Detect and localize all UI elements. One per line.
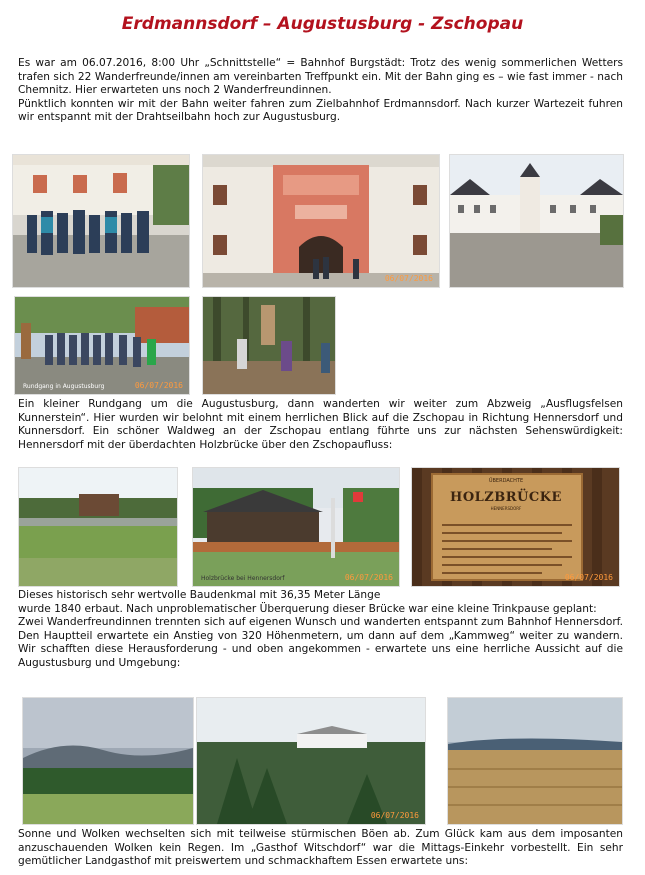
photo-landscape-view (22, 697, 194, 825)
photo-caption-bruecke: Holzbrücke bei Hennersdorf (201, 575, 285, 582)
rundgang-paragraph: Ein kleiner Rundgang um die Augustusburg, dann wanderten wir weiter zum Abzweig „Ausflugsfelsen Kunnerstein“. Hier wurden wir belohnt mit einem herrlichen Blick auf die Zschopau in Richtung Hennersdorf und Kunnersdorf. Ein schöner Waldweg an der Zschopau entlang führte uns zur nächsten Sehenswürdigkeit: Hennersdorf mit der überdachten Holzbrücke über den Zschopaufluss: (18, 398, 623, 451)
photo-forest-hikers (202, 296, 336, 395)
photo-group-courtyard (12, 154, 190, 288)
page-title: Erdmannsdorf – Augustusburg - Zschopau (121, 14, 524, 34)
wetter-text (18, 828, 623, 869)
photo-caption-rundgang: Rundgang in Augustusburg (23, 383, 105, 390)
photo-date-stamp: 06/07/2016 (384, 274, 433, 283)
photo-group-wood-sculpture (14, 296, 190, 395)
intro-paragraph-1: Es war am 06.07.2016, 8:00 Uhr „Schnittstelle“ = Bahnhof Burgstädt: Trotz des wenig sommerlichen Wetters trafen sich 22 Wanderfreunde/innen am vereinbarten Treffpunkt ein. Mit der Bahn ging es – wie fast immer - nach Chemnitz. Hier erwarteten uns noch 2 Wanderfreundinnen. (18, 57, 623, 97)
sign-title: HOLZBRÜCKE (450, 490, 562, 505)
baudenkmal-line-1: Dieses historisch sehr wertvolle Baudenkmal mit 36,35 Meter Länge (18, 589, 381, 601)
wetter-paragraph: Sonne und Wolken wechselten sich mit teilweise stürmischen Böen ab. Zum Glück kam aus dem imposanten anzuschauenden Wolken kein Regen. Im „Gasthof Witschdorf“ war die Mittags-Einkehr vorbestellt. Ein sehr gemütlicher Landgasthof mit preiswertem und schmackhaftem Essen erwartete uns: (18, 828, 623, 868)
photo-river-meadow (18, 467, 178, 587)
photo-covered-bridge (192, 467, 400, 587)
baudenkmal-line-2: wurde 1840 erbaut. Nach unproblematischer Überquerung dieser Brücke war eine kleine Trinkpause geplant: (18, 602, 597, 615)
baudenkmal-text (18, 589, 623, 671)
photo-castle-courtyard (449, 154, 624, 288)
photo-castle-gate (202, 154, 440, 288)
rundgang-text (18, 398, 623, 452)
photo-wheat-field (447, 697, 623, 825)
photo-augustusburg-distant (196, 697, 426, 825)
photo-date-stamp: 06/07/2016 (344, 573, 393, 582)
photo-date-stamp: 06/07/2016 (134, 381, 183, 390)
baudenkmal-paragraph: Zwei Wanderfreundinnen trennten sich auf eigenen Wunsch und wanderten entspannt zum Bahnhof Hennersdorf. Den Hauptteil erwartete ein Anstieg von 320 Höhenmetern, um dann auf dem „Kammweg“ weiter zu wandern. Wir schafften diese Herausforderung - und oben angekommen - erwartete uns eine herrliche Aussicht auf die Augustusburg und Umgebung: (18, 616, 623, 669)
sign-subtitle: HENNERSDORF (490, 506, 522, 511)
photo-date-stamp: 06/07/2016 (370, 811, 419, 820)
intro-paragraph-2: Pünktlich konnten wir mit der Bahn weiter fahren zum Zielbahnhof Erdmannsdorf. Nach kurzer Wartezeit fuhren wir entspannt mit der Drahtseilbahn hoch zur Augustusburg. (18, 97, 623, 124)
intro-text (18, 57, 623, 125)
photo-bridge-sign (411, 467, 620, 587)
sign-header: ÜBERDACHTE (488, 478, 524, 484)
photo-date-stamp: 06/07/2016 (564, 573, 613, 582)
